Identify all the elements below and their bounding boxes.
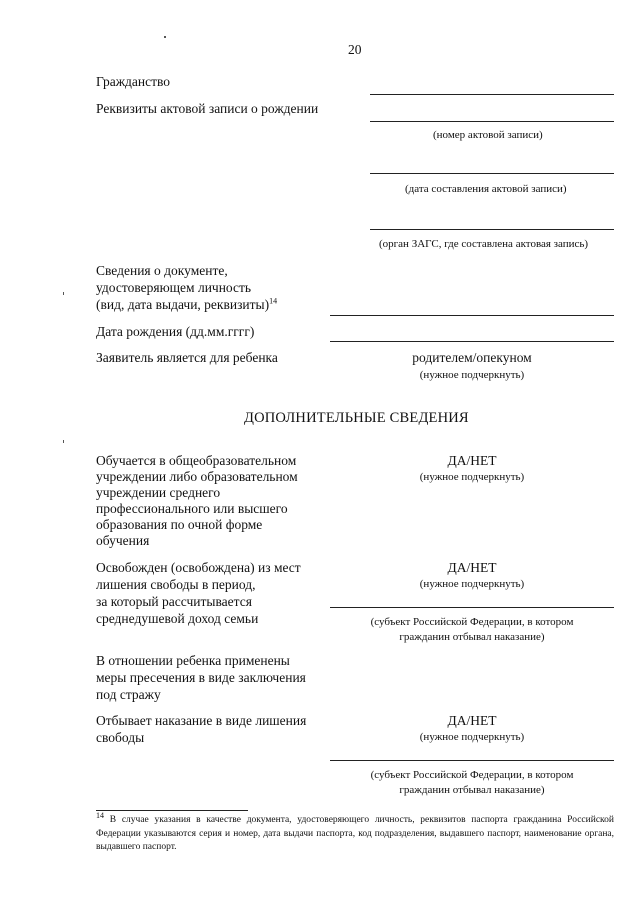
underline-needed-hint: (нужное подчеркнуть) xyxy=(419,369,525,381)
measures-line-2: меры пресечения в виде заключения xyxy=(96,670,306,685)
footnote-number: 14 xyxy=(96,810,104,820)
additional-info-heading: ДОПОЛНИТЕЛЬНЫЕ СВЕДЕНИЯ xyxy=(244,410,469,426)
scan-speck xyxy=(63,292,64,295)
registry-office-field-line[interactable] xyxy=(370,229,614,230)
page-number: 20 xyxy=(348,42,362,57)
scan-speck xyxy=(164,36,166,38)
record-date-hint: (дата составления актовой записи) xyxy=(405,183,567,195)
footnote-ref: 14 xyxy=(269,296,278,306)
serving-line-1: Отбывает наказание в виде лишения xyxy=(96,713,307,728)
measures-line-1: В отношении ребенка применены xyxy=(96,653,290,668)
parent-guardian-option[interactable]: родителем/опекуном xyxy=(412,350,532,365)
studies-line-3: учреждении среднего xyxy=(96,485,221,500)
applicant-is-label: Заявитель является для ребенка xyxy=(96,350,278,365)
footnote-text: В случае указания в качестве документа, удостоверяющего личность, реквизитов паспорта гражданина Российской Федерации указываются серия и номер, дата выдачи паспорта, код подразделения, выдавшего паспорт, наименование органа, выдавшего паспорт. xyxy=(96,815,615,852)
released-line-3: за который рассчитывается xyxy=(96,594,252,609)
scan-speck xyxy=(63,440,64,443)
serving-subject-field-line[interactable] xyxy=(330,760,614,761)
citizenship-label: Гражданство xyxy=(96,74,171,89)
released-subject-field-line[interactable] xyxy=(330,607,614,608)
id-doc-field-line[interactable] xyxy=(330,315,614,316)
id-doc-label-line3 xyxy=(96,297,277,314)
released-subject-hint-1: (субъект Российской Федерации, в котором xyxy=(370,616,574,628)
record-date-field-line[interactable] xyxy=(370,173,614,174)
birth-record-label: Реквизиты актовой записи о рождении xyxy=(96,101,319,116)
birth-date-label: Дата рождения (дд.мм.гггг) xyxy=(96,324,255,339)
released-yes-no[interactable]: ДА/НЕТ xyxy=(447,560,497,575)
studies-line-1: Обучается в общеобразовательном xyxy=(96,453,297,468)
birth-date-field-line[interactable] xyxy=(330,341,614,342)
studies-line-6: обучения xyxy=(96,533,150,548)
released-subject-hint-2: гражданин отбывал наказание) xyxy=(399,631,545,643)
id-doc-label-line2: удостоверяющем личность xyxy=(96,280,252,295)
studies-underline-hint: (нужное подчеркнуть) xyxy=(419,471,525,483)
serving-yes-no[interactable]: ДА/НЕТ xyxy=(447,713,497,728)
id-doc-label-text: (вид, дата выдачи, реквизиты) xyxy=(96,297,270,312)
studies-line-2: учреждении либо образовательном xyxy=(96,469,298,484)
serving-underline-hint: (нужное подчеркнуть) xyxy=(419,731,525,743)
record-number-hint: (номер актовой записи) xyxy=(433,129,543,141)
released-underline-hint: (нужное подчеркнуть) xyxy=(419,578,525,590)
citizenship-field-line[interactable] xyxy=(370,94,614,95)
studies-yes-no[interactable]: ДА/НЕТ xyxy=(447,453,497,468)
studies-line-4: профессионального или высшего xyxy=(96,501,288,516)
registry-office-hint: (орган ЗАГС, где составлена актовая запись) xyxy=(379,238,589,250)
released-line-1: Освобожден (освобождена) из мест xyxy=(96,560,301,575)
id-doc-label-line1: Сведения о документе, xyxy=(96,263,228,278)
measures-line-3: под стражу xyxy=(96,687,161,702)
released-line-2: лишения свободы в период, xyxy=(96,577,256,592)
footnote-separator xyxy=(96,810,248,811)
studies-line-5: образования по очной форме xyxy=(96,517,263,532)
serving-subject-hint-1: (субъект Российской Федерации, в котором xyxy=(370,769,574,781)
serving-subject-hint-2: гражданин отбывал наказание) xyxy=(399,784,545,796)
record-number-field-line[interactable] xyxy=(370,121,614,122)
serving-line-2: свободы xyxy=(96,730,145,745)
footnote xyxy=(96,810,615,855)
released-line-4: среднедушевой доход семьи xyxy=(96,611,259,626)
